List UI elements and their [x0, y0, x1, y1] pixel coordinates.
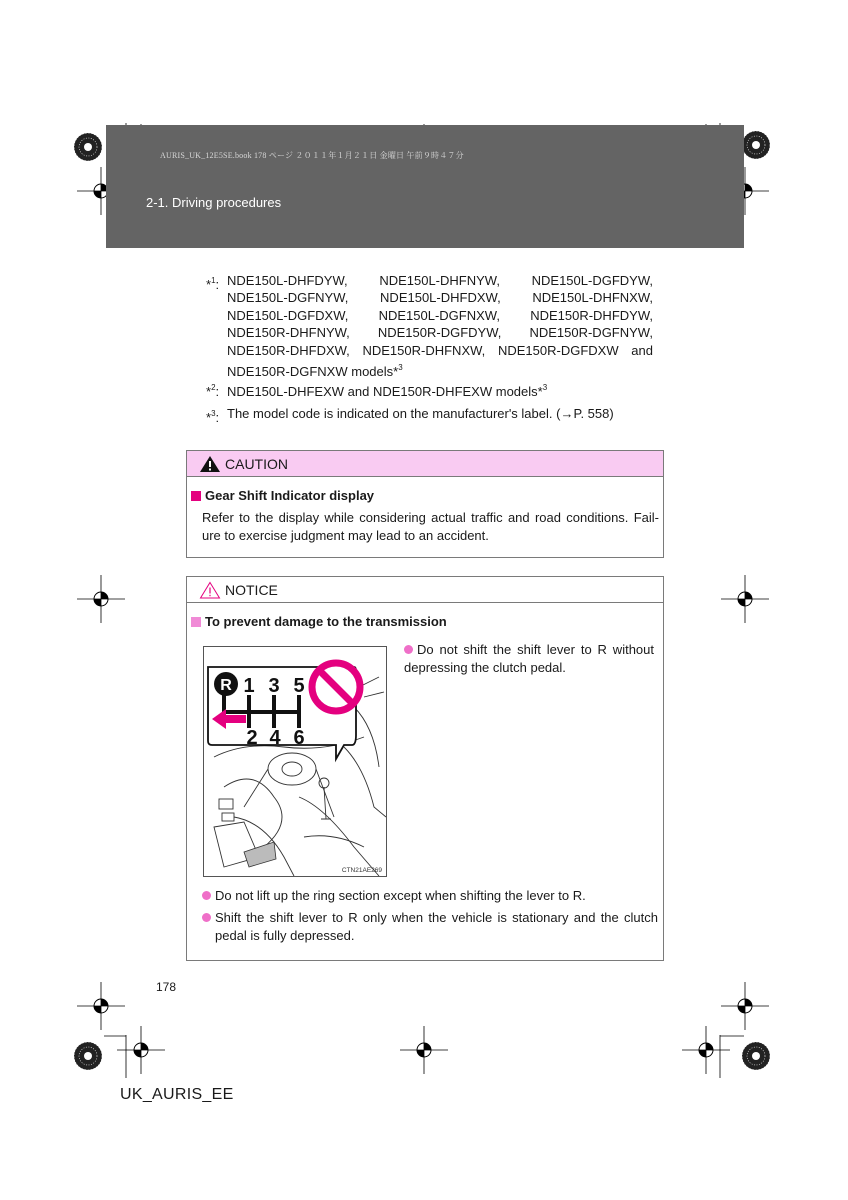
page-number: 178	[156, 980, 177, 994]
footnote-2-marker: *$^2$:	[206, 383, 220, 399]
list-item: Shift the shift lever to R only when the vehicle is stationary and the clutch pedal is fully depressed.	[202, 909, 658, 945]
page-reference[interactable]: P. 558)	[573, 406, 614, 421]
car-interior-drawing	[204, 647, 386, 876]
warning-triangle-outline-icon	[199, 581, 221, 599]
prohibition-icon	[312, 663, 360, 711]
model-row: NDE150L-DHFDYW, NDE150L-DHFNYW, NDE150L-DGFDYW,	[227, 273, 653, 288]
model-row-last: NDE150R-DGFNXW models*$^3$	[227, 363, 403, 380]
arrow-icon: →	[560, 406, 574, 421]
model-row: NDE150R-DHFDXW, NDE150R-DHFNXW, NDE150R-DGFDXW and	[227, 342, 653, 358]
notice-title: NOTICE	[225, 581, 278, 598]
list-item: Do not lift up the ring section except when shifting the lever to R.	[202, 887, 658, 905]
gear-label: 2	[246, 727, 258, 749]
chapter-header-band	[106, 125, 744, 248]
gear-label-r: R	[220, 677, 232, 694]
gear-label: 5	[293, 675, 305, 697]
footnote-3-body: The model code is indicated on the manufacturer's label. (→P. 558)	[227, 406, 614, 421]
round-bullet-icon	[202, 913, 211, 922]
shift-lever-illustration	[203, 646, 387, 877]
gear-label: 3	[268, 675, 280, 697]
round-bullet-icon	[202, 891, 211, 900]
illustration-code: CTN21AE269	[341, 867, 382, 874]
square-bullet-icon	[191, 491, 201, 501]
gear-label: 4	[269, 727, 281, 749]
footer-code: UK_AURIS_EE	[120, 1086, 234, 1103]
square-bullet-icon	[191, 617, 201, 627]
notice-subheading: To prevent damage to the transmission	[191, 614, 663, 629]
footnote-3-marker: *$^3$:	[206, 409, 220, 425]
notice-box	[186, 576, 664, 961]
model-row: NDE150L-DGFNYW, NDE150L-DHFDXW, NDE150L-DHFNXW,	[227, 290, 653, 306]
gear-label: 6	[293, 727, 305, 749]
footnote-1-body	[227, 272, 653, 380]
caution-title: CAUTION	[225, 455, 288, 472]
notice-bullet-list	[202, 887, 658, 945]
notice-header	[187, 577, 663, 603]
footnote-1-marker: *$^1$:	[206, 276, 220, 292]
gear-label: 1	[243, 675, 255, 697]
caution-box	[186, 450, 664, 558]
footnote-2-body: NDE150L-DHFEXW and NDE150R-DHFEXW models*$^3$	[227, 383, 548, 399]
caution-body: Refer to the display while considering actual traffic and road conditions. Fail-ure to exercise judgment may lead to an accident.	[202, 510, 659, 543]
caution-subheading: Gear Shift Indicator display	[191, 488, 663, 503]
print-slug: AURIS_UK_12E5SE.book 178 ページ ２０１１年１月２１日 金曜日 午前９時４７分	[160, 151, 464, 160]
section-title: 2-1. Driving procedures	[146, 195, 282, 210]
round-bullet-icon	[404, 645, 413, 654]
warning-triangle-icon	[199, 455, 221, 473]
model-row: NDE150R-DHFNYW, NDE150R-DGFDYW, NDE150R-DGFNYW,	[227, 325, 653, 341]
notice-side-bullet: Do not shift the shift lever to R without depressing the clutch pedal.	[404, 642, 654, 675]
model-row: NDE150L-DGFDXW, NDE150L-DGFNXW, NDE150R-DHFDYW,	[227, 307, 653, 323]
caution-header	[187, 451, 663, 477]
